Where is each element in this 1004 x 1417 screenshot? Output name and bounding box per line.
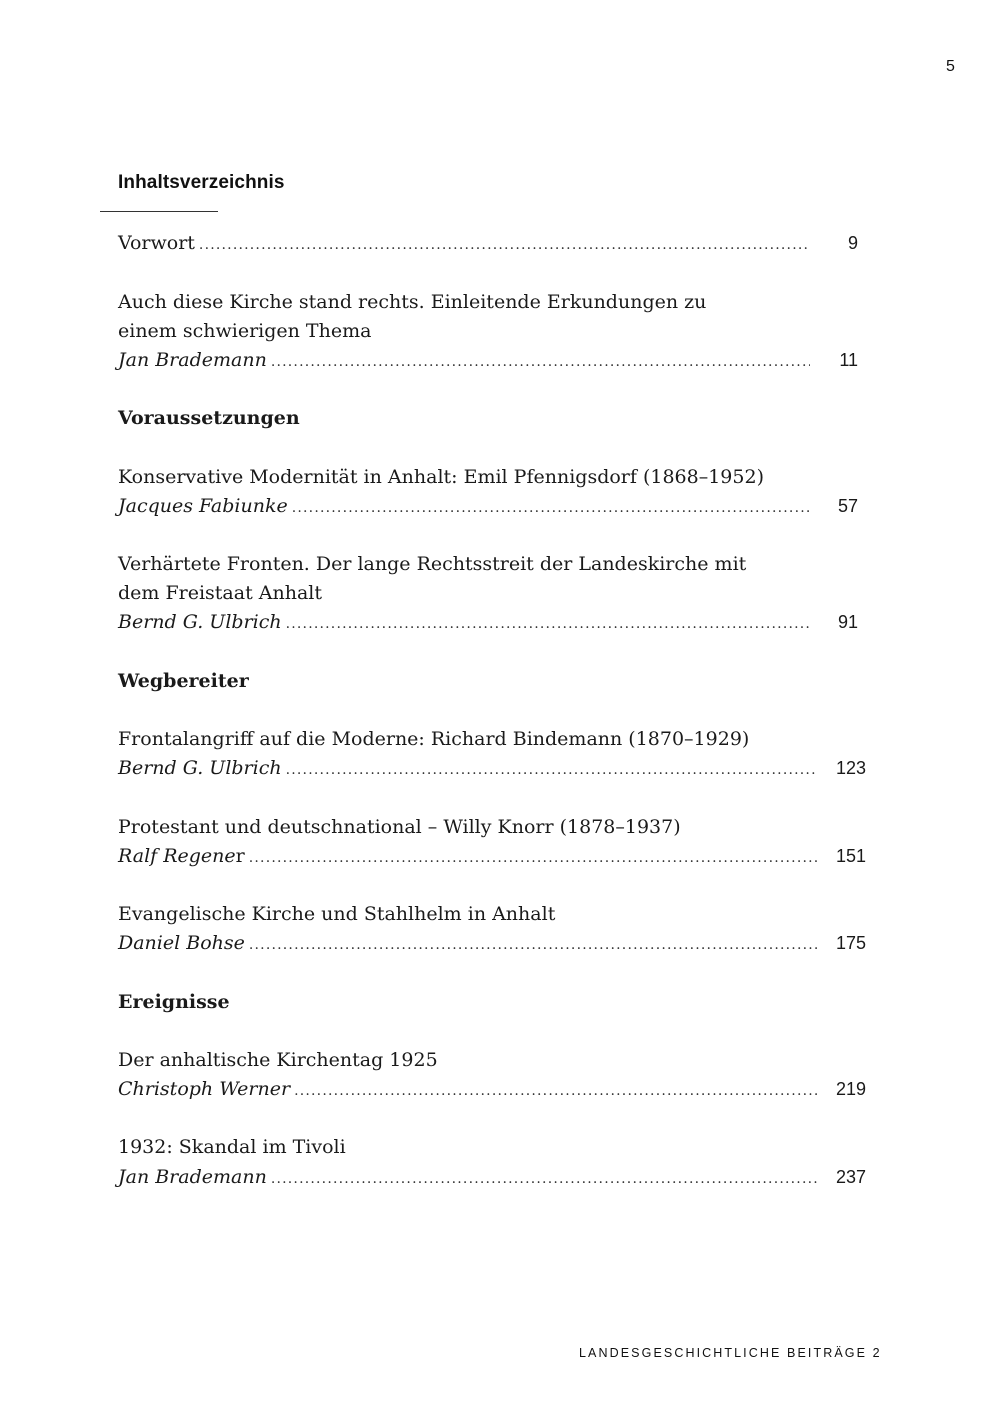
entry-author: Daniel Bohse [118, 932, 245, 954]
leader-dots [249, 845, 818, 871]
toc-entry[interactable] [118, 347, 858, 373]
entry-page: 151 [835, 846, 866, 866]
entry-title-line: Verhärtete Fronten. Der lange Rechtsstreit der Landeskirche mit [118, 553, 747, 575]
entry-title-line: Auch diese Kirche stand rechts. Einleitende Erkundungen zu [118, 291, 707, 313]
leader-dots [292, 495, 810, 521]
series-footer: LANDESGESCHICHTLICHE BEITRÄGE 2 [579, 1346, 882, 1360]
entry-page: 219 [835, 1079, 866, 1099]
entry-page: 175 [835, 933, 866, 953]
entry-title-line: Evangelische Kirche und Stahlhelm in Anhalt [118, 903, 556, 925]
entry-title-line: Der anhaltische Kirchentag 1925 [118, 1049, 438, 1071]
entry-page: 237 [835, 1167, 866, 1187]
toc-entry[interactable] [118, 930, 866, 956]
entry-page: 91 [837, 612, 858, 632]
toc-entry[interactable] [118, 1076, 866, 1102]
entry-author: Bernd G. Ulbrich [118, 611, 282, 633]
leader-dots [271, 1166, 818, 1192]
entry-author: Ralf Regener [118, 845, 245, 867]
entry-title-line: Protestant und deutschnational – Willy Knorr (1878–1937) [118, 816, 681, 838]
leader-dots [286, 611, 810, 637]
toc-entry[interactable] [118, 609, 858, 635]
entry-author: Jan Brademann [118, 349, 267, 371]
section-heading: Voraussetzungen [118, 407, 300, 429]
leader-dots [271, 349, 810, 375]
entry-page: 9 [847, 233, 858, 253]
leader-dots [294, 1078, 818, 1104]
heading-rule [100, 211, 218, 212]
entry-title-line: Frontalangriff auf die Moderne: Richard Bindemann (1870–1929) [118, 728, 750, 750]
entry-author: Christoph Werner [118, 1078, 291, 1100]
entry-author: Bernd G. Ulbrich [118, 757, 282, 779]
section-heading: Wegbereiter [118, 670, 249, 692]
entry-title-line: Konservative Modernität in Anhalt: Emil Pfennigsdorf (1868–1952) [118, 466, 764, 488]
entry-author: Jacques Fabiunke [118, 495, 288, 517]
toc-entry[interactable] [118, 1164, 866, 1190]
entry-title-line: einem schwierigen Thema [118, 320, 372, 342]
toc-entry[interactable] [118, 843, 866, 869]
toc-entry-vorwort[interactable] [118, 230, 858, 256]
entry-title: Vorwort [118, 232, 195, 254]
toc-heading: Inhaltsverzeichnis [118, 172, 285, 193]
page-number: 5 [946, 58, 955, 75]
entry-page: 123 [835, 758, 866, 778]
leader-dots [286, 757, 818, 783]
entry-author: Jan Brademann [118, 1166, 267, 1188]
toc-entry[interactable] [118, 493, 858, 519]
entry-page: 57 [837, 496, 858, 516]
toc-entry[interactable] [118, 755, 866, 781]
entry-title-line: dem Freistaat Anhalt [118, 582, 322, 604]
section-heading: Ereignisse [118, 991, 230, 1013]
entry-page: 11 [839, 350, 858, 370]
leader-dots [199, 232, 810, 258]
entry-title-line: 1932: Skandal im Tivoli [118, 1136, 346, 1158]
leader-dots [249, 932, 818, 958]
